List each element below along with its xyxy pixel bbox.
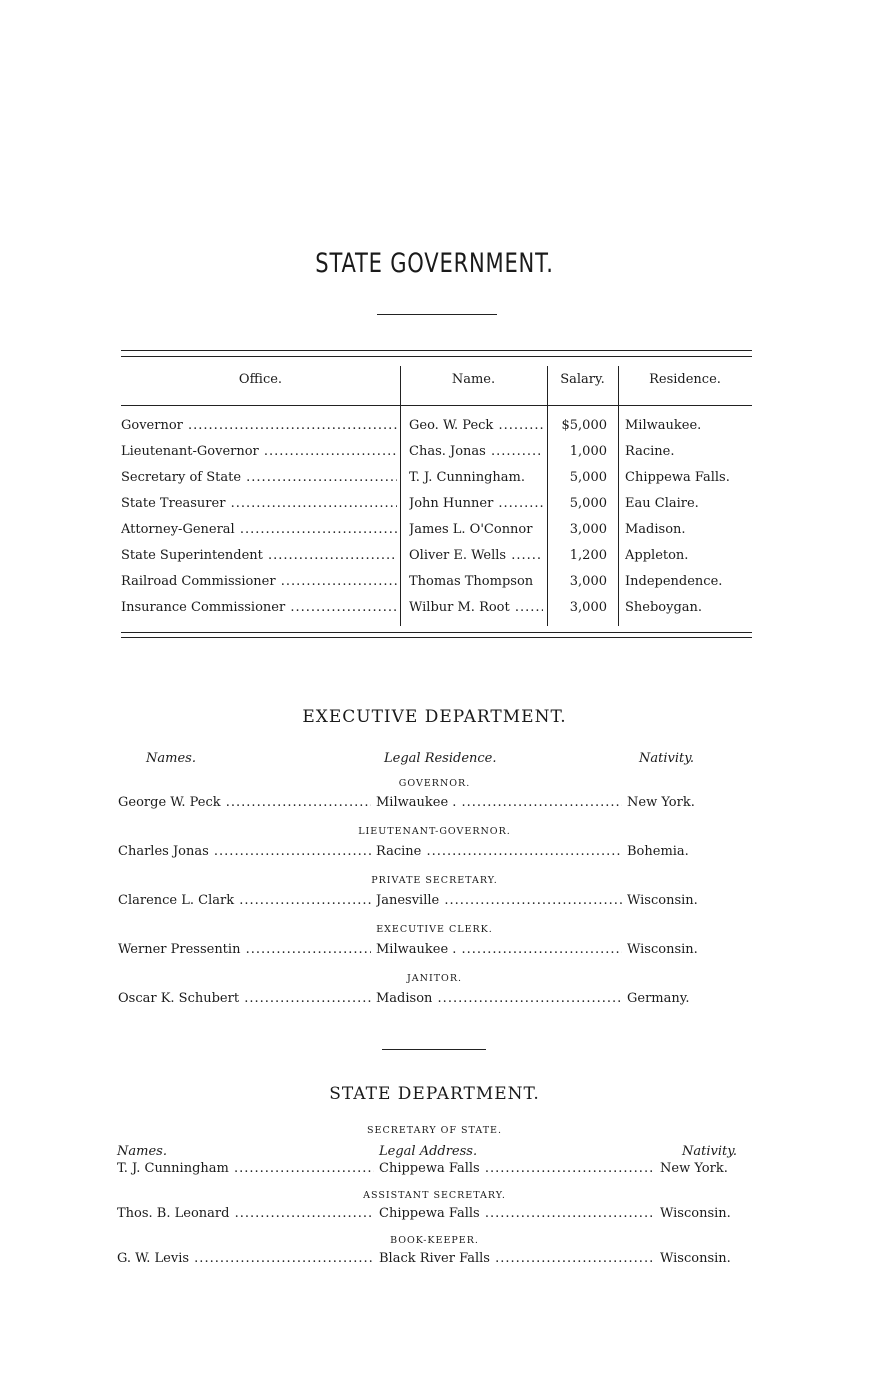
residence-cell: Racine. [625, 444, 675, 459]
column-header-salary: Salary. [560, 372, 605, 387]
list-item [118, 893, 708, 911]
header-rule [121, 405, 752, 406]
legal-residence: Milwaukee . ..... [376, 795, 622, 810]
nativity: Bohemia. [627, 844, 689, 859]
list-item [118, 844, 708, 862]
legal-address: Chippewa Falls ..... [379, 1206, 655, 1221]
salary-cell: 5,000 [569, 496, 607, 511]
table-bottom-rule [121, 632, 752, 633]
role-heading: PRIVATE SECRETARY. [371, 875, 498, 886]
table-row [121, 444, 752, 470]
executive-department-title: EXECUTIVE DEPARTMENT. [302, 707, 567, 727]
office-cell: Lieutenant-Governor ..... [121, 444, 397, 459]
residence-cell: Independence. [625, 574, 723, 589]
role-heading: GOVERNOR. [398, 778, 471, 789]
office-cell: Governor ..... [121, 418, 397, 433]
executive-nativity-header: Nativity. [639, 751, 694, 766]
list-item [117, 1206, 742, 1224]
office-cell: Insurance Commissioner ..... [121, 600, 397, 615]
table-row [121, 418, 752, 444]
role-heading: ASSISTANT SECRETARY. [363, 1190, 506, 1201]
nativity: New York. [627, 795, 695, 810]
salary-cell: 1,000 [569, 444, 607, 459]
executive-residence-header: Legal Residence. [384, 751, 497, 766]
person-name: Clarence L. Clark ..... [118, 893, 371, 908]
page-title: STATE GOVERNMENT. [315, 248, 554, 279]
name-cell: James L. O'Connor [409, 522, 533, 537]
role-heading: JANITOR. [406, 973, 463, 984]
table-row [121, 574, 752, 600]
table-row [121, 548, 752, 574]
office-cell: Railroad Commissioner ..... [121, 574, 397, 589]
person-name: G. W. Levis ..... [117, 1251, 374, 1266]
office-cell: Secretary of State ..... [121, 470, 397, 485]
salary-cell: 5,000 [569, 470, 607, 485]
title-divider [377, 314, 497, 315]
salary-cell: 3,000 [569, 522, 607, 537]
state-address-header: Legal Address. [379, 1144, 478, 1159]
legal-residence: Janesville ..... [376, 893, 622, 908]
list-item [117, 1161, 742, 1179]
table-top-rule [121, 356, 752, 357]
executive-names-header: Names. [146, 751, 196, 766]
state-department-title: STATE DEPARTMENT. [329, 1084, 540, 1104]
legal-address: Chippewa Falls ..... [379, 1161, 655, 1176]
role-heading: SECRETARY OF STATE. [367, 1125, 502, 1136]
person-name: George W. Peck ..... [118, 795, 371, 810]
role-heading: BOOK-KEEPER. [390, 1235, 479, 1246]
name-cell: Wilbur M. Root ..... [409, 600, 543, 615]
name-cell: T. J. Cunningham. [409, 470, 525, 485]
state-nativity-header: Nativity. [682, 1144, 737, 1159]
salary-cell: 1,200 [569, 548, 607, 563]
name-cell: Thomas Thompson [409, 574, 534, 589]
name-cell: John Hunner ..... [409, 496, 543, 511]
name-cell: Chas. Jonas ..... [409, 444, 543, 459]
residence-cell: Milwaukee. [625, 418, 702, 433]
list-item [118, 795, 708, 813]
table-row [121, 470, 752, 496]
table-top-rule [121, 350, 752, 351]
table-row [121, 522, 752, 548]
role-heading: EXECUTIVE CLERK. [376, 924, 493, 935]
residence-cell: Eau Claire. [625, 496, 699, 511]
section-divider [382, 1049, 486, 1050]
table-row [121, 600, 752, 626]
person-name: T. J. Cunningham ..... [117, 1161, 374, 1176]
person-name: Thos. B. Leonard ..... [117, 1206, 374, 1221]
list-item [118, 942, 708, 960]
office-cell: State Superintendent ..... [121, 548, 397, 563]
nativity: Wisconsin. [627, 893, 698, 908]
office-cell: State Treasurer ..... [121, 496, 397, 511]
name-cell: Geo. W. Peck ..... [409, 418, 543, 433]
column-header-office: Office. [238, 372, 283, 387]
nativity: Wisconsin. [627, 942, 698, 957]
column-header-name: Name. [451, 372, 496, 387]
nativity: Wisconsin. [660, 1251, 731, 1266]
salary-cell: 3,000 [569, 574, 607, 589]
residence-cell: Sheboygan. [625, 600, 703, 615]
name-cell: Oliver E. Wells ..... [409, 548, 543, 563]
residence-cell: Chippewa Falls. [625, 470, 730, 485]
person-name: Oscar K. Schubert ..... [118, 991, 371, 1006]
residence-cell: Appleton. [625, 548, 689, 563]
person-name: Werner Pressentin ..... [118, 942, 371, 957]
salary-cell: 3,000 [569, 600, 607, 615]
legal-residence: Madison ..... [376, 991, 622, 1006]
table-bottom-rule [121, 637, 752, 638]
list-item [118, 991, 708, 1009]
legal-residence: Milwaukee . ..... [376, 942, 622, 957]
table-row [121, 496, 752, 522]
role-heading: LIEUTENANT-GOVERNOR. [358, 826, 511, 837]
residence-cell: Madison. [625, 522, 686, 537]
nativity: New York. [660, 1161, 728, 1176]
state-officers-table [121, 350, 752, 640]
legal-residence: Racine ..... [376, 844, 622, 859]
column-header-residence: Residence. [649, 372, 721, 387]
office-cell: Attorney-General ..... [121, 522, 397, 537]
salary-cell: $5,000 [561, 418, 607, 433]
legal-address: Black River Falls ..... [379, 1251, 655, 1266]
person-name: Charles Jonas ..... [118, 844, 371, 859]
nativity: Wisconsin. [660, 1206, 731, 1221]
list-item [117, 1251, 742, 1269]
nativity: Germany. [627, 991, 690, 1006]
state-names-header: Names. [117, 1144, 167, 1159]
